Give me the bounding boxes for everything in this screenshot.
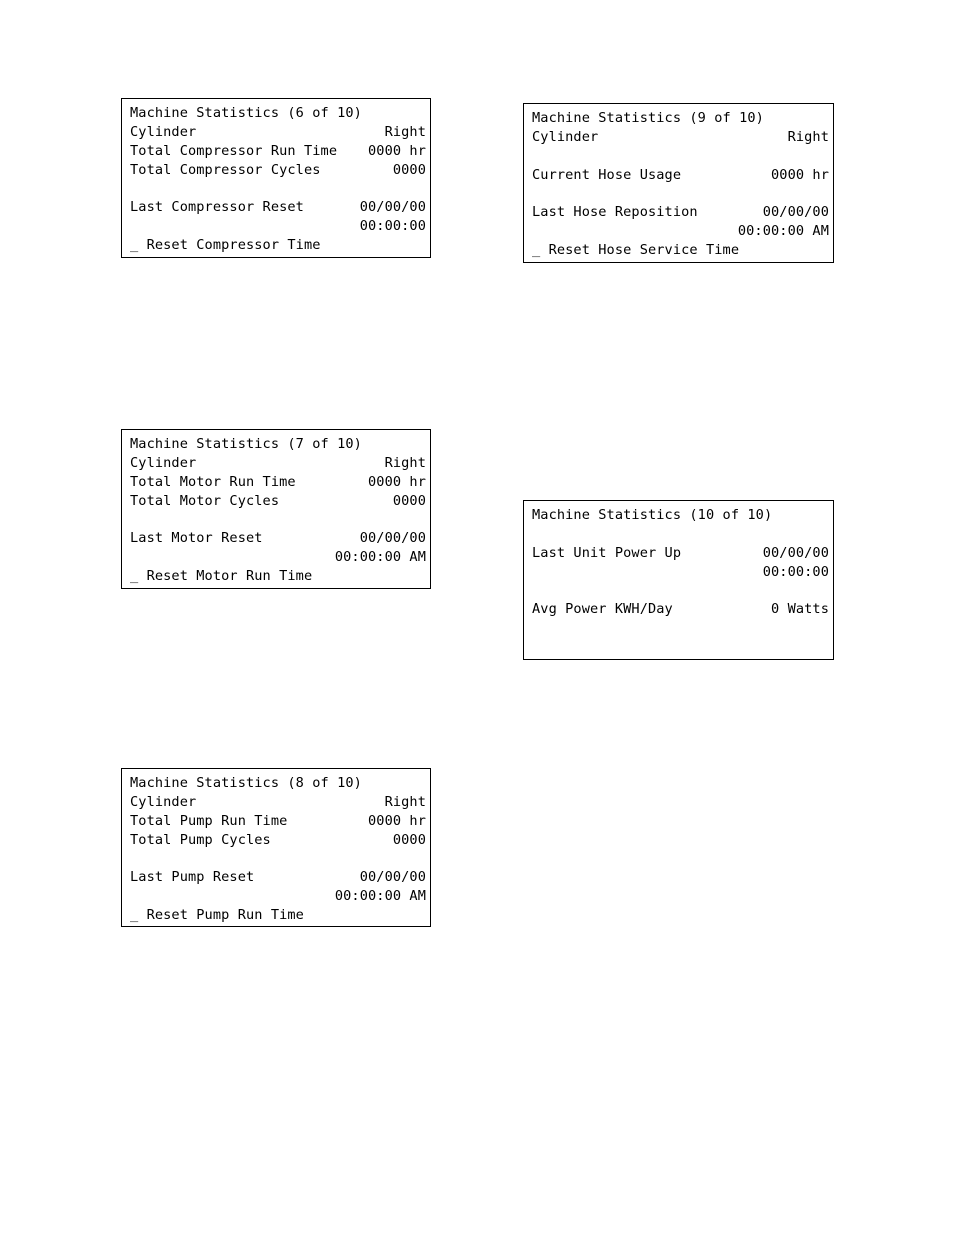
run-time-value: 0000 hr [368, 142, 426, 159]
last-power-up-label: Last Unit Power Up [532, 544, 682, 561]
cycles-value: 0000 [392, 492, 426, 509]
last-reset-label: Last Compressor Reset [130, 199, 304, 216]
machine-statistics-screen-7 [121, 429, 431, 589]
screen-title [130, 104, 426, 123]
run-time-label: Total Pump Run Time [130, 812, 288, 829]
run-time-label: Total Motor Run Time [130, 473, 296, 490]
run-time-value: 0000 hr [368, 812, 426, 829]
blank-row [130, 180, 426, 199]
screen-title-text: Machine Statistics (6 of 10) [130, 105, 362, 121]
reset-compressor-time-option[interactable] [130, 236, 426, 255]
blank-row [532, 147, 829, 166]
cycles-row [130, 161, 426, 180]
reset-action-label[interactable]: _ Reset Motor Run Time [130, 568, 313, 585]
screen-title-text: Machine Statistics (7 of 10) [130, 436, 362, 452]
blank-row [130, 850, 426, 869]
reset-motor-run-time-option[interactable] [130, 567, 426, 586]
run-time-row [130, 142, 426, 161]
last-reposition-row [532, 203, 829, 222]
blank-row [532, 185, 829, 204]
run-time-value: 0000 hr [368, 473, 426, 490]
hose-usage-label: Current Hose Usage [532, 166, 682, 183]
screen-title [130, 774, 426, 793]
reset-action-label[interactable]: _ Reset Compressor Time [130, 237, 321, 254]
last-reset-time: 00:00:00 [359, 218, 426, 235]
screen-title [532, 109, 829, 128]
avg-power-row [532, 600, 829, 619]
reset-hose-service-time-option[interactable] [532, 241, 829, 260]
cycles-value: 0000 [392, 831, 426, 848]
cycles-label: Total Motor Cycles [130, 492, 280, 509]
last-reset-date: 00/00/00 [359, 869, 426, 886]
cycles-label: Total Pump Cycles [130, 831, 271, 848]
blank-row [532, 525, 829, 544]
blank-row [130, 511, 426, 530]
machine-statistics-screen-9 [523, 103, 834, 263]
cycles-row [130, 492, 426, 511]
last-reset-row [130, 529, 426, 548]
machine-statistics-screen-8 [121, 768, 431, 927]
cylinder-row [130, 454, 426, 473]
cylinder-value: Right [787, 128, 829, 145]
cylinder-row [532, 128, 829, 147]
cylinder-value: Right [384, 454, 426, 471]
machine-statistics-screen-10 [523, 500, 834, 660]
cylinder-row [130, 793, 426, 812]
last-power-up-time-row [532, 563, 829, 582]
screen-title [532, 506, 829, 525]
run-time-label: Total Compressor Run Time [130, 142, 338, 159]
blank-row [532, 582, 829, 601]
cylinder-label: Cylinder [130, 793, 197, 810]
last-reset-label: Last Pump Reset [130, 869, 255, 886]
reset-pump-run-time-option[interactable] [130, 906, 426, 925]
run-time-row [130, 473, 426, 492]
last-power-up-time: 00:00:00 [762, 563, 829, 580]
last-reposition-time-row [532, 222, 829, 241]
screen-title-text: Machine Statistics (8 of 10) [130, 775, 362, 791]
last-reposition-time: 00:00:00 AM [737, 223, 829, 240]
last-reset-row [130, 868, 426, 887]
hose-usage-row [532, 166, 829, 185]
last-reposition-date: 00/00/00 [762, 204, 829, 221]
hose-usage-value: 0000 hr [771, 166, 829, 183]
last-reset-time: 00:00:00 AM [334, 549, 426, 566]
cylinder-label: Cylinder [532, 128, 599, 145]
cylinder-label: Cylinder [130, 123, 197, 140]
cycles-label: Total Compressor Cycles [130, 161, 321, 178]
last-power-up-row [532, 544, 829, 563]
screen-title-text: Machine Statistics (10 of 10) [532, 507, 773, 523]
avg-power-value: 0 Watts [771, 601, 829, 618]
last-reset-time-row [130, 217, 426, 236]
cylinder-value: Right [384, 793, 426, 810]
cycles-value: 0000 [392, 161, 426, 178]
last-reset-label: Last Motor Reset [130, 530, 263, 547]
last-reset-row [130, 198, 426, 217]
last-reset-time-row [130, 548, 426, 567]
machine-statistics-screen-6 [121, 98, 431, 258]
last-power-up-date: 00/00/00 [762, 544, 829, 561]
cylinder-row [130, 123, 426, 142]
last-reset-time-row [130, 887, 426, 906]
last-reposition-label: Last Hose Reposition [532, 204, 698, 221]
cycles-row [130, 831, 426, 850]
screen-title [130, 435, 426, 454]
cylinder-label: Cylinder [130, 454, 197, 471]
last-reset-time: 00:00:00 AM [334, 888, 426, 905]
reset-action-label[interactable]: _ Reset Pump Run Time [130, 907, 304, 924]
reset-action-label[interactable]: _ Reset Hose Service Time [532, 242, 740, 259]
cylinder-value: Right [384, 123, 426, 140]
avg-power-label: Avg Power KWH/Day [532, 601, 673, 618]
run-time-row [130, 812, 426, 831]
screen-title-text: Machine Statistics (9 of 10) [532, 110, 764, 126]
last-reset-date: 00/00/00 [359, 199, 426, 216]
last-reset-date: 00/00/00 [359, 530, 426, 547]
